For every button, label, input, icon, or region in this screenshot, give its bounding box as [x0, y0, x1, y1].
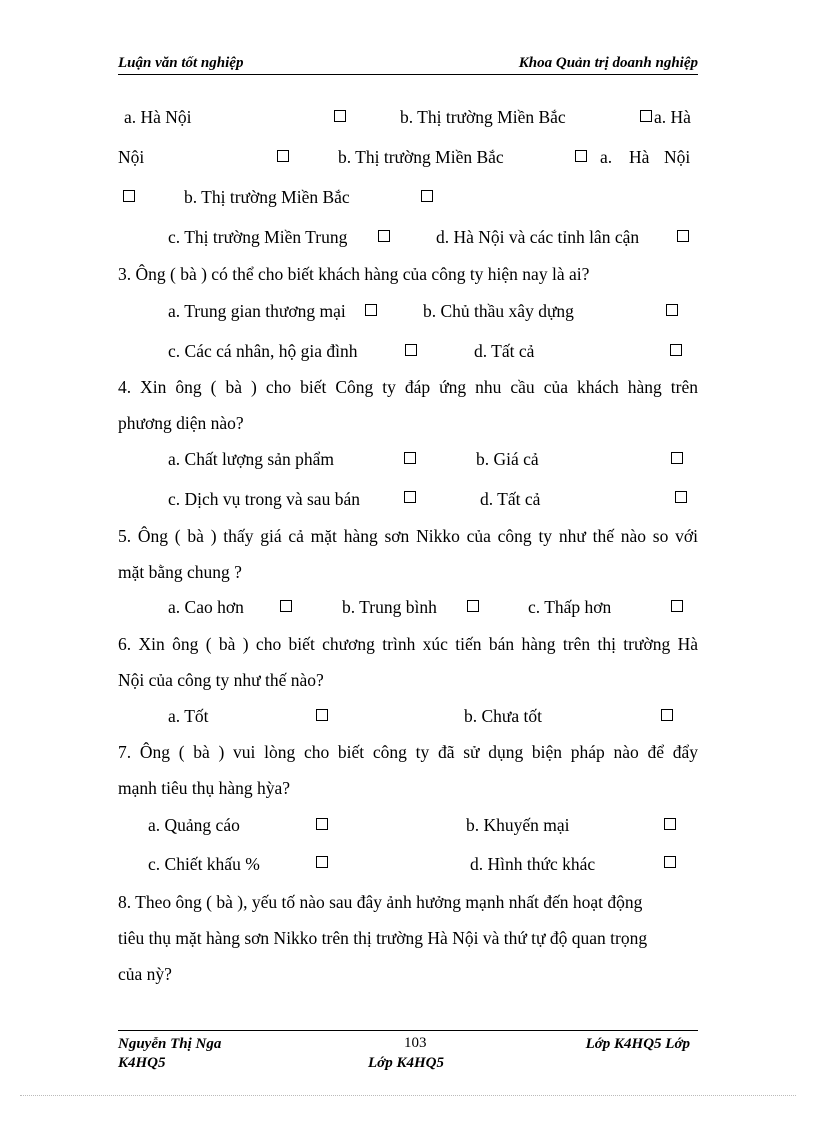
checkbox[interactable]	[123, 190, 135, 202]
page-bottom-divider	[20, 1095, 796, 1096]
region-option-b: b. Thị trường Miền Bắc	[338, 147, 504, 167]
q6-option-a: a. Tốt	[168, 706, 209, 726]
q6-question-line2: Nội của công ty như thế nào?	[118, 670, 324, 690]
footer-author-continuation: K4HQ5	[118, 1055, 166, 1071]
q5-option-b: b. Trung bình	[342, 597, 437, 617]
checkbox[interactable]	[280, 600, 292, 612]
region-option-c: c. Thị trường Miền Trung	[168, 227, 348, 247]
q5-question-line1: 5. Ông ( bà ) thấy giá cả mặt hàng sơn Nikko của công ty như thế nào so với	[118, 526, 698, 546]
checkbox[interactable]	[664, 818, 676, 830]
q6-question-line1: 6. Xin ông ( bà ) cho biết chương trình xúc tiến bán hàng trên thị trường Hà	[118, 634, 698, 654]
checkbox[interactable]	[664, 856, 676, 868]
header-right: Khoa Quản trị doanh nghiệp	[518, 55, 698, 71]
region-option-d: d. Hà Nội và các tỉnh lân cận	[436, 227, 640, 247]
q4-question-line2: phương diện nào?	[118, 413, 244, 433]
checkbox[interactable]	[404, 452, 416, 464]
checkbox[interactable]	[277, 150, 289, 162]
q3-option-a: a. Trung gian thương mại	[168, 301, 346, 321]
checkbox[interactable]	[316, 709, 328, 721]
q7-option-b: b. Khuyến mại	[466, 815, 570, 835]
region-option-a-repeat: a.	[600, 147, 613, 167]
region-option-a-repeat: a. Hà	[654, 107, 691, 127]
q5-option-a: a. Cao hơn	[168, 597, 244, 617]
region-text: Nội	[118, 147, 145, 167]
region-option-b: b. Thị trường Miền Bắc	[400, 107, 566, 127]
q7-question-line2: mạnh tiêu thụ hàng hỳa?	[118, 778, 291, 798]
q7-option-c: c. Chiết khấu %	[148, 854, 260, 874]
checkbox[interactable]	[316, 818, 328, 830]
q4-question-line1: 4. Xin ông ( bà ) cho biết Công ty đáp ứng nhu cầu của khách hàng trên	[118, 377, 698, 397]
checkbox[interactable]	[661, 709, 673, 721]
q8-question-line1: 8. Theo ông ( bà ), yếu tố nào sau đây ảnh hưởng mạnh nhất đến hoạt động	[118, 892, 643, 912]
checkbox[interactable]	[675, 491, 687, 503]
checkbox[interactable]	[670, 344, 682, 356]
footer-class-right: Lớp K4HQ5 Lớp	[585, 1036, 690, 1052]
q7-option-a: a. Quảng cáo	[148, 815, 240, 835]
q3-option-b: b. Chủ thầu xây dựng	[423, 301, 574, 321]
checkbox[interactable]	[575, 150, 587, 162]
q5-question-line2: mặt bằng chung ?	[118, 562, 242, 582]
checkbox[interactable]	[316, 856, 328, 868]
footer-author: Nguyễn Thị Nga	[118, 1036, 222, 1052]
checkbox[interactable]	[421, 190, 433, 202]
checkbox[interactable]	[365, 304, 377, 316]
q4-option-b: b. Giá cả	[476, 449, 539, 469]
header-left: Luận văn tốt nghiệp	[118, 55, 244, 71]
q8-question-line2: tiêu thụ mặt hàng sơn Nikko trên thị trường Hà Nội và thứ tự độ quan trọng	[118, 928, 648, 948]
q3-option-c: c. Các cá nhân, hộ gia đình	[168, 341, 358, 361]
page-number: 103	[404, 1035, 427, 1051]
region-text: Hà	[629, 147, 650, 167]
q3-option-d: d. Tất cả	[474, 341, 535, 361]
checkbox[interactable]	[405, 344, 417, 356]
region-option-a: a. Hà Nội	[124, 107, 192, 127]
checkbox[interactable]	[677, 230, 689, 242]
checkbox[interactable]	[378, 230, 390, 242]
header-rule	[118, 74, 698, 75]
q4-option-d: d. Tất cả	[480, 489, 541, 509]
checkbox[interactable]	[666, 304, 678, 316]
q5-option-c: c. Thấp hơn	[528, 597, 612, 617]
checkbox[interactable]	[334, 110, 346, 122]
checkbox[interactable]	[404, 491, 416, 503]
checkbox[interactable]	[671, 600, 683, 612]
checkbox[interactable]	[640, 110, 652, 122]
checkbox[interactable]	[671, 452, 683, 464]
q7-option-d: d. Hình thức khác	[470, 854, 596, 874]
footer-rule	[118, 1030, 698, 1031]
region-option-b: b. Thị trường Miền Bắc	[184, 187, 350, 207]
region-text: Nội	[664, 147, 691, 167]
q3-question: 3. Ông ( bà ) có thể cho biết khách hàng của công ty hiện nay là ai?	[118, 264, 590, 284]
q4-option-a: a. Chất lượng sản phẩm	[168, 449, 335, 469]
q4-option-c: c. Dịch vụ trong và sau bán	[168, 489, 360, 509]
checkbox[interactable]	[467, 600, 479, 612]
footer-class-center: Lớp K4HQ5	[368, 1055, 444, 1071]
q6-option-b: b. Chưa tốt	[464, 706, 543, 726]
q8-question-line3: của nỳ?	[118, 964, 172, 984]
q7-question-line1: 7. Ông ( bà ) vui lòng cho biết công ty đã sử dụng biện pháp nào để đẩy	[118, 742, 698, 762]
